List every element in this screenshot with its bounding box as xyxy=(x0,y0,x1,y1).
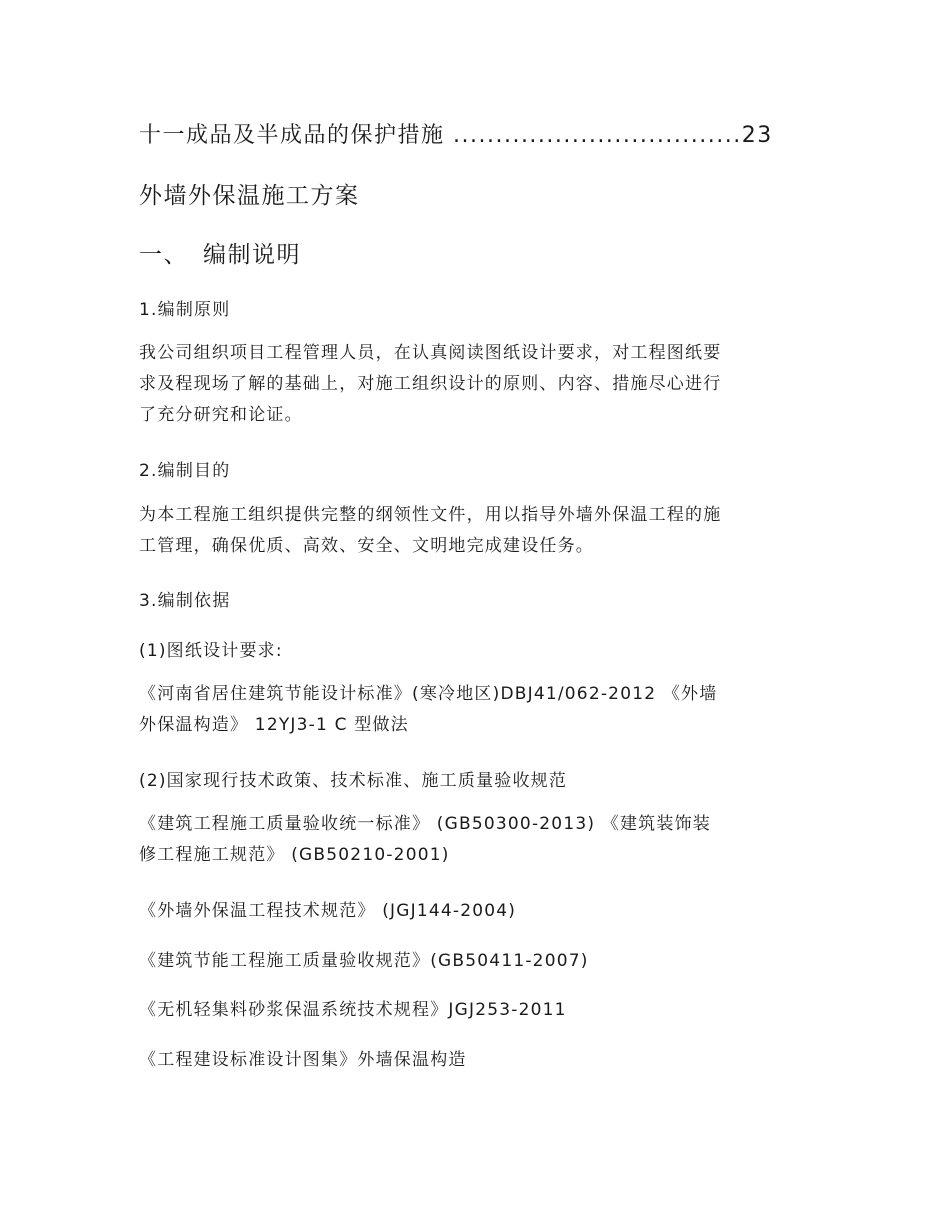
paragraph-line: 求及程现场了解的基础上，对施工组织设计的原则、内容、措施尽心进行 xyxy=(139,374,722,394)
basis-drawings-text xyxy=(139,679,815,741)
subheading-basis: 3.编制依据 xyxy=(139,591,231,611)
paragraph-purpose xyxy=(139,500,815,562)
standard-ref-2: 《外墙外保温工程技术规范》 (JGJ144-2004) xyxy=(139,901,517,921)
basis-item-drawings: (1)图纸设计要求: xyxy=(139,641,283,661)
document-title: 外墙外保温施工方案 xyxy=(139,183,360,209)
toc-entry: 十一成品及半成品的保护措施 ..................................23 xyxy=(139,123,773,148)
paragraph-line: 修工程施工规范》 (GB50210-2001) xyxy=(139,845,450,865)
standard-ref-3: 《建筑节能工程施工质量验收规范》(GB50411-2007) xyxy=(139,951,589,971)
standard-ref-1 xyxy=(139,809,815,871)
standard-ref-5: 《工程建设标准设计图集》外墙保温构造 xyxy=(139,1050,467,1070)
paragraph-principle xyxy=(139,338,815,431)
section-title: 编制说明 xyxy=(203,242,301,268)
paragraph-line: 工管理，确保优质、高效、安全、文明地完成建设任务。 xyxy=(139,536,594,556)
section-heading xyxy=(139,236,815,269)
paragraph-line: 为本工程施工组织提供完整的纲领性文件，用以指导外墙外保温工程的施 xyxy=(139,505,722,525)
standard-ref-4: 《无机轻集料砂浆保温系统技术规程》JGJ253-2011 xyxy=(139,1000,567,1020)
paragraph-line: 外保温构造》 12YJ3-1 C 型做法 xyxy=(139,715,409,735)
paragraph-line: 我公司组织项目工程管理人员，在认真阅读图纸设计要求，对工程图纸要 xyxy=(139,343,722,363)
paragraph-line: 《河南省居住建筑节能设计标准》(寒冷地区)DBJ41/062-2012 《外墙 xyxy=(139,684,718,704)
subheading-principle: 1.编制原则 xyxy=(139,300,231,320)
paragraph-line: 了充分研究和论证。 xyxy=(139,405,303,425)
basis-item-standards: (2)国家现行技术政策、技术标准、施工质量验收规范 xyxy=(139,771,568,791)
paragraph-line: 《建筑工程施工质量验收统一标准》 (GB50300-2013) 《建筑装饰装 xyxy=(139,814,711,834)
section-number: 一、 xyxy=(139,242,188,268)
subheading-purpose: 2.编制目的 xyxy=(139,461,231,481)
